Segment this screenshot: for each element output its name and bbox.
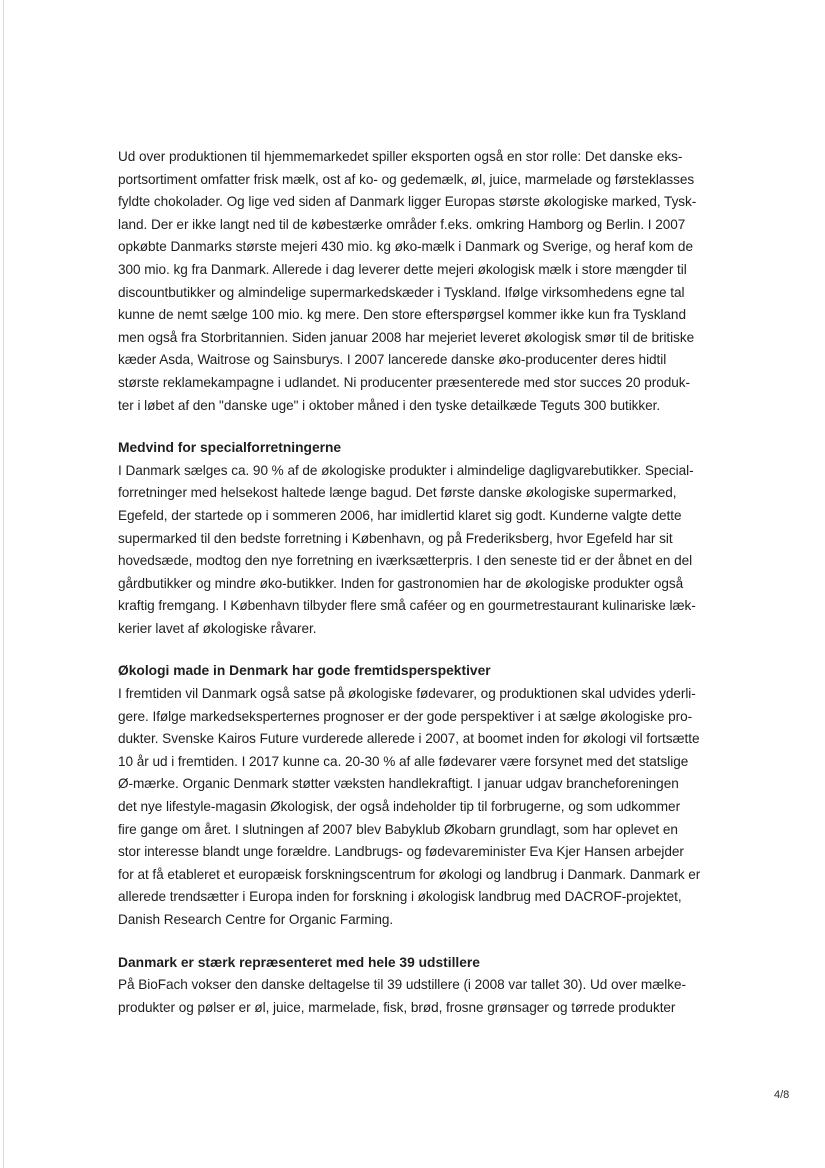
text-line: Egefeld, der startede op i sommeren 2006, har imidlertid klaret sig godt. Kunderne valgte dette	[118, 507, 682, 523]
text-line: for at få etableret et europæisk forskningscentrum for økologi og landbrug i Danmark. Danmark er	[118, 866, 701, 882]
text-line: det nye lifestyle-magasin Økologisk, der også indeholder tip til forbrugerne, og som udkommer	[118, 799, 681, 815]
paragraph-export	[118, 146, 718, 417]
text-line: portsortiment omfatter frisk mælk, ost af ko- og gedemælk, øl, juice, marmelade og førsteklasses	[118, 171, 695, 187]
text-line: kunne de nemt sælge 100 mio. kg mere. Den store efterspørgsel kommer ikke kun fra Tyskland	[118, 307, 686, 323]
text-line: kæder Asda, Waitrose og Sainsburys. I 2007 lancerede danske øko-producenter deres hidtil	[118, 352, 667, 368]
text-line: forretninger med helsekost haltede længe bagud. Det første danske økologiske supermarked,	[118, 485, 677, 501]
text-line: opkøbte Danmarks største mejeri 430 mio. kg øko-mælk i Danmark og Sverige, og heraf kom de	[118, 239, 693, 255]
text-line: gårdbutikker og mindre øko-butikker. Inden for gastronomien har de økologiske produkter også	[118, 575, 684, 591]
text-line: største reklamekampagne i udlandet. Ni producenter præsenterede med stor succes 20 produk-	[118, 374, 691, 390]
text-line: I Danmark sælges ca. 90 % af de økologiske produkter i almindelige dagligvarebutikker. Special-	[118, 462, 694, 478]
section-future-prospects	[118, 660, 718, 931]
section-specialty-stores	[118, 437, 718, 640]
text-line: fyldte chokolader. Og lige ved siden af Danmark ligger Europas største økologiske marked, Tysk-	[118, 194, 697, 210]
page-number: 4/8	[774, 1089, 790, 1101]
text-line: produkter og pølser er øl, juice, marmelade, fisk, brød, frosne grønsager og tørrede produkter	[118, 999, 676, 1015]
section-heading: Medvind for specialforretningerne	[118, 440, 342, 456]
text-line: Danish Research Centre for Organic Farming.	[118, 912, 394, 927]
text-line: dukter. Svenske Kairos Future vurderede allerede i 2007, at boomet inden for økologi vil fortsætte	[118, 731, 700, 747]
section-heading: Danmark er stærk repræsenteret med hele 39 udstillere	[118, 954, 480, 970]
text-line: På BioFach vokser den danske deltagelse til 39 udstillere (i 2008 var tallet 30). Ud over mælke-	[118, 977, 686, 993]
text-line: I fremtiden vil Danmark også satse på økologiske fødevarer, og produktionen skal udvides yderli-	[118, 686, 696, 702]
text-line: fire gange om året. I slutningen af 2007 blev Babyklub Økobarn grundlagt, som har oplevet en	[118, 821, 678, 837]
document-body	[118, 146, 718, 1019]
text-line: ter i løbet af den "danske uge" i oktober måned i den tyske detailkæde Teguts 300 butikker.	[118, 397, 661, 413]
section-heading: Økologi made in Denmark har gode fremtidsperspektiver	[118, 663, 491, 679]
text-line: Ø-mærke. Organic Denmark støtter væksten handlekraftigt. I januar udgav brancheforeningen	[118, 776, 679, 792]
text-line: Ud over produktionen til hjemmemarkedet spiller eksporten også en stor rolle: Det danske eks-	[118, 149, 683, 164]
section-exhibitors	[118, 952, 718, 1020]
text-line: 10 år ud i fremtiden. I 2017 kunne ca. 20-30 % af alle fødevarer være forsynet med det statslige	[118, 753, 689, 769]
text-line: kraftig fremgang. I København tilbyder flere små caféer og en gourmetrestaurant kulinariske læk-	[118, 598, 696, 614]
scan-edge-line	[3, 0, 4, 1168]
text-line: supermarked til den bedste forretning i København, og på Frederiksberg, hvor Egefeld har sit	[118, 530, 673, 546]
text-line: discountbutikker og almindelige supermarkedskæder i Tyskland. Ifølge virksomhedens egne tal	[118, 284, 685, 300]
text-line: hovedsæde, modtog den nye forretning en iværksætterpris. I den seneste tid er der åbnet en del	[118, 553, 693, 569]
text-line: allerede trendsætter i Europa inden for forskning i økologisk landbrug med DACROF-projektet,	[118, 889, 682, 905]
text-line: gere. Ifølge markedseksperternes prognoser er der gode perspektiver i at sælge økologiske pro-	[118, 708, 693, 724]
text-line: kerier lavet af økologiske råvarer.	[118, 620, 317, 636]
text-line: land. Der er ikke langt ned til de købestærke områder f.eks. omkring Hamborg og Berlin. I 2007	[118, 216, 686, 232]
text-line: 300 mio. kg fra Danmark. Allerede i dag leverer dette mejeri økologisk mælk i store mængder til	[118, 261, 687, 277]
text-line: men også fra Storbritannien. Siden januar 2008 har mejeriet leveret økologisk smør til de britiske	[118, 329, 695, 345]
text-line: stor interesse blandt unge forældre. Landbrugs- og fødevareminister Eva Kjer Hansen arbejder	[118, 844, 684, 860]
